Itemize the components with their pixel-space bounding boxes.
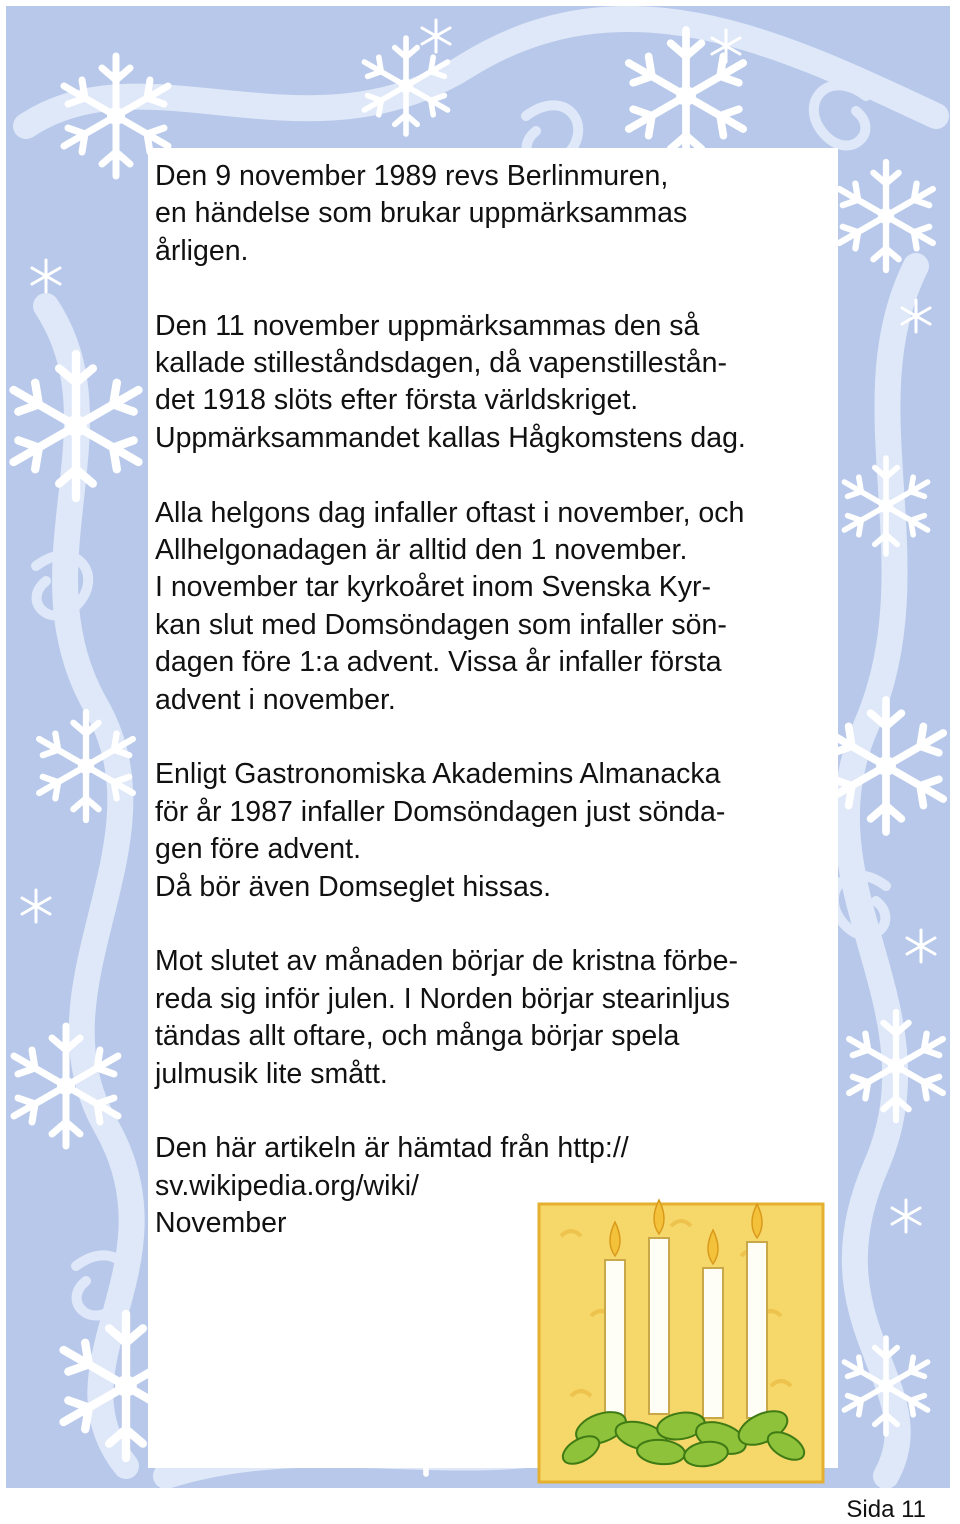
text-line: Mot slutet av månaden börjar de kristna förbe-	[155, 945, 738, 978]
text-line: det 1918 slöts efter första världskriget.	[155, 384, 639, 417]
paragraph-advent-preparations	[155, 943, 835, 1093]
article-text	[155, 158, 835, 1280]
paragraph-armistice-day	[155, 308, 835, 458]
text-line: I november tar kyrkoåret inom Svenska Kyr-	[155, 571, 711, 604]
text-line: Den 9 november 1989 revs Berlinmuren,	[155, 160, 669, 192]
text-line: årligen.	[155, 234, 249, 267]
text-line: reda sig inför julen. I Norden börjar stearinljus	[155, 982, 731, 1015]
text-line: tändas allt oftare, och många börjar spela	[155, 1020, 680, 1053]
text-line: advent i november.	[155, 683, 396, 716]
text-line: Allhelgonadagen är alltid den 1 november.	[155, 534, 688, 567]
text-line: kan slut med Domsöndagen som infaller sön-	[155, 608, 727, 641]
text-line: November	[155, 1207, 287, 1240]
text-line: Den här artikeln är hämtad från http://	[155, 1132, 629, 1165]
paragraph-all-saints	[155, 495, 835, 719]
paragraph-berlin-wall	[155, 158, 835, 270]
text-line: Uppmärksammandet kallas Hågkomstens dag.	[155, 421, 746, 454]
text-line: gen före advent.	[155, 833, 361, 866]
text-line: Enligt Gastronomiska Akademins Almanacka	[155, 758, 721, 791]
paragraph-gastronomic-almanac	[155, 756, 835, 906]
text-line: julmusik lite smått.	[155, 1057, 388, 1090]
text-line: för år 1987 infaller Domsöndagen just sönda-	[155, 795, 726, 828]
page-number: Sida 11	[846, 1496, 926, 1523]
text-line: en händelse som brukar uppmärksammas	[155, 197, 688, 230]
text-line: Den 11 november uppmärksammas den så	[155, 309, 700, 342]
text-line: Då bör även Domseglet hissas.	[155, 870, 552, 903]
text-line: Alla helgons dag infaller oftast i november, och	[155, 496, 745, 529]
source-link[interactable]: sv.wikipedia.org/wiki/	[155, 1169, 419, 1202]
text-line: dagen före 1:a advent. Vissa år infaller första	[155, 646, 722, 679]
text-line: kallade stilleståndsdagen, då vapenstillestån-	[155, 347, 727, 380]
advent-candles-illustration	[531, 1196, 831, 1486]
